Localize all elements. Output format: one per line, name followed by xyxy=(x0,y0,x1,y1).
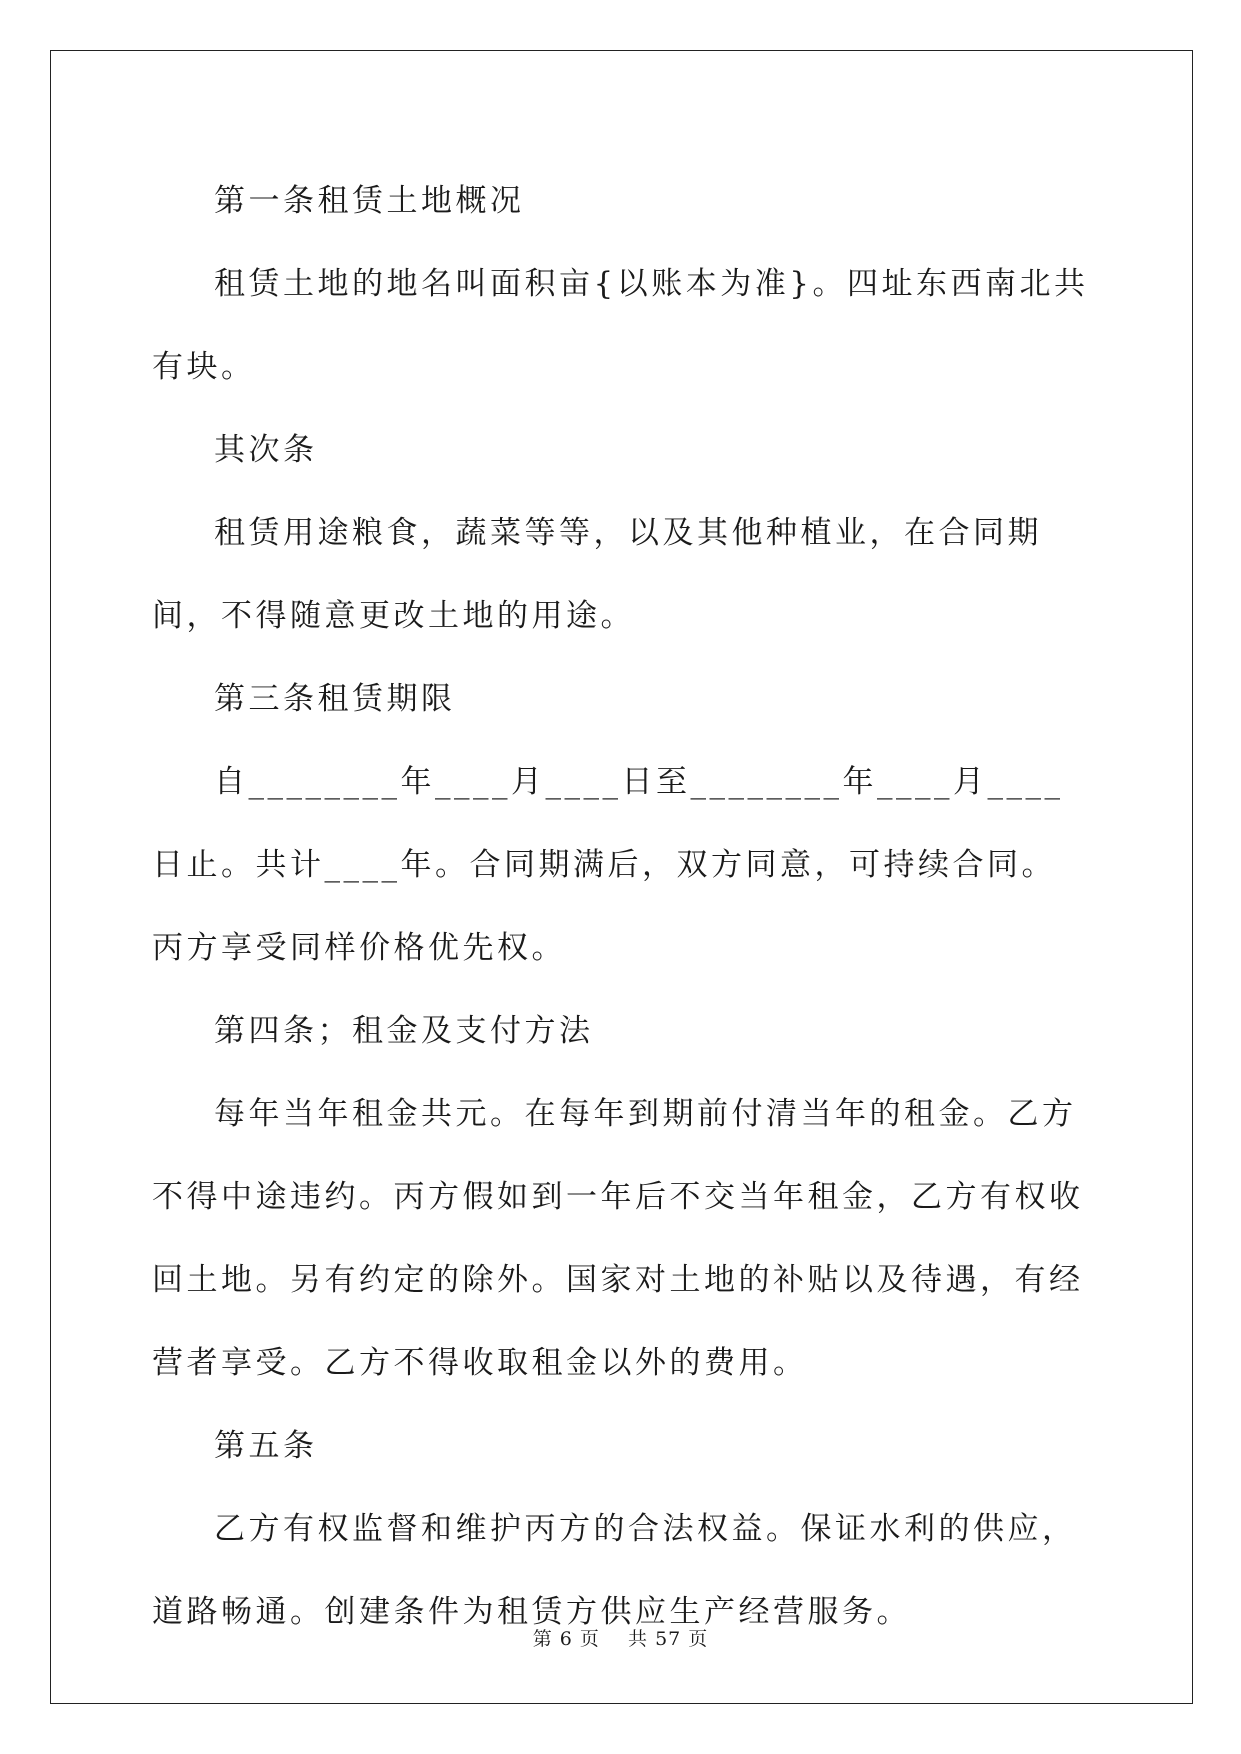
article-5-heading: 第五条 xyxy=(214,1428,318,1464)
article-4-text: 每年当年租金共元。在每年到期前付清当年的租金。乙方不得中途违约。丙方假如到一年后不交当年租金，乙方有权收回土地。另有约定的除外。国家对土地的补贴以及待遇，有经营者享受。乙方不得收取租金以外的费用。 xyxy=(152,1096,1084,1381)
article-3-text: 自________年____月____日至________年____月____日止。共计____年。合同期满后，双方同意，可持续合同。丙方享受同样价格优先权。 xyxy=(152,764,1064,966)
article-2-text: 租赁用途粮食，蔬菜等等，以及其他种植业，在合同期间，不得随意更改土地的用途。 xyxy=(152,515,1042,634)
article-3-heading: 第三条租赁期限 xyxy=(214,681,456,717)
article-4-heading: 第四条；租金及支付方法 xyxy=(214,1013,594,1049)
page-footer xyxy=(0,1627,1241,1651)
page-number: 第 6 页 xyxy=(532,1628,600,1650)
article-5-text: 乙方有权监督和维护丙方的合法权益。保证水利的供应，道路畅通。创建条件为租赁方供应生产经营服务。 xyxy=(152,1511,1077,1630)
article-1-heading: 第一条租赁土地概况 xyxy=(214,183,525,219)
document-body xyxy=(152,160,1089,1654)
article-1-text: 租赁土地的地名叫面积亩{以账本为准}。四址东西南北共有块。 xyxy=(152,266,1089,385)
article-2-heading: 其次条 xyxy=(214,432,318,468)
page-total: 共 57 页 xyxy=(628,1628,709,1650)
